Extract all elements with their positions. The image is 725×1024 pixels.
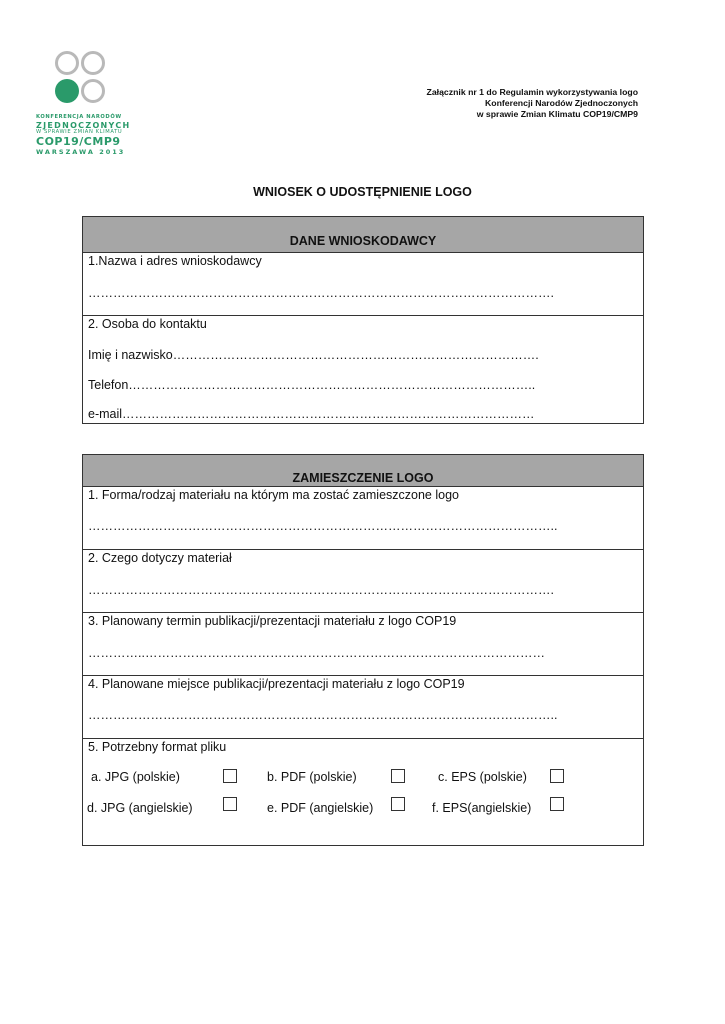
logo-text-line5: WARSZAWA 2013 [36,147,126,156]
annex-note [427,87,638,120]
contact-name-field[interactable]: Imię i nazwisko……………………………………………………………………………. [88,348,539,362]
checkbox-pdf-en[interactable] [391,797,405,811]
contact-email-field[interactable]: e-mail……………………………………………………………………………………… [88,407,535,421]
logo-circles-icon [53,50,109,106]
contact-phone-field[interactable]: Telefon…………………………………………………………………………………….. [88,378,536,392]
checkbox-eps-en[interactable] [550,797,564,811]
material-subject-row[interactable] [83,550,643,613]
contact-person-label: 2. Osoba do kontaktu [88,317,207,331]
publication-date-row[interactable] [83,613,643,676]
format-option-eps-en: f. EPS(angielskie) [432,801,532,815]
applicant-name-row[interactable] [83,253,643,316]
applicant-name-dots[interactable]: …………………………………………………………………………………………………. [88,286,554,300]
format-option-jpg-pl: a. JPG (polskie) [91,770,180,784]
material-form-row[interactable] [83,487,643,550]
publication-place-dots[interactable]: ………………………………………………………………………………………………….. [88,708,558,722]
annex-line1: Załącznik nr 1 do Regulamin wykorzystywania logo [426,87,638,97]
publication-place-row[interactable] [83,676,643,739]
annex-line3: w sprawie Zmian Klimatu COP19/CMP9 [476,109,638,119]
publication-place-label: 4. Planowane miejsce publikacji/prezentacji materiału z logo COP19 [88,677,465,691]
format-option-pdf-pl: b. PDF (polskie) [267,770,357,784]
publication-date-dots[interactable]: …………..…………………………………………………………………………………… [88,646,545,660]
file-format-label: 5. Potrzebny format pliku [88,740,227,754]
logo-text-line4: COP19/CMP9 [36,135,121,149]
logo-placement-header: ZAMIESZCZENIE LOGO [83,455,643,487]
logo-placement-table [82,454,644,846]
material-form-label: 1. Forma/rodzaj materiału na którym ma zostać zamieszczone logo [88,488,459,502]
checkbox-pdf-pl[interactable] [391,769,405,783]
material-form-dots[interactable]: ………………………………………………………………………………………………….. [88,519,558,533]
contact-person-row[interactable] [83,316,643,423]
cop19-logo [36,50,136,156]
file-format-row [83,739,643,845]
applicant-data-table [82,216,644,424]
logo-text-line2: ZJEDNOCZONYCH [36,120,131,130]
material-subject-label: 2. Czego dotyczy materiał [88,551,232,565]
material-subject-dots[interactable]: …………………………………………………………………………………………………. [88,583,554,597]
format-option-jpg-en: d. JPG (angielskie) [87,801,193,815]
page-title: WNIOSEK O UDOSTĘPNIENIE LOGO [253,185,472,199]
publication-date-label: 3. Planowany termin publikacji/prezentacji materiału z logo COP19 [88,614,457,628]
applicant-name-label: 1.Nazwa i adres wnioskodawcy [88,254,262,268]
annex-line2: Konferencji Narodów Zjednoczonych [484,98,638,108]
logo-text-line3: W SPRAWIE ZMIAN KLIMATU [36,129,123,136]
checkbox-jpg-pl[interactable] [223,769,237,783]
logo-text-line1: KONFERENCJA NARODÓW [36,114,122,120]
checkbox-eps-pl[interactable] [550,769,564,783]
applicant-data-header: DANE WNIOSKODAWCY [83,217,643,253]
checkbox-jpg-en[interactable] [223,797,237,811]
format-option-pdf-en: e. PDF (angielskie) [267,801,374,815]
format-option-eps-pl: c. EPS (polskie) [438,770,527,784]
